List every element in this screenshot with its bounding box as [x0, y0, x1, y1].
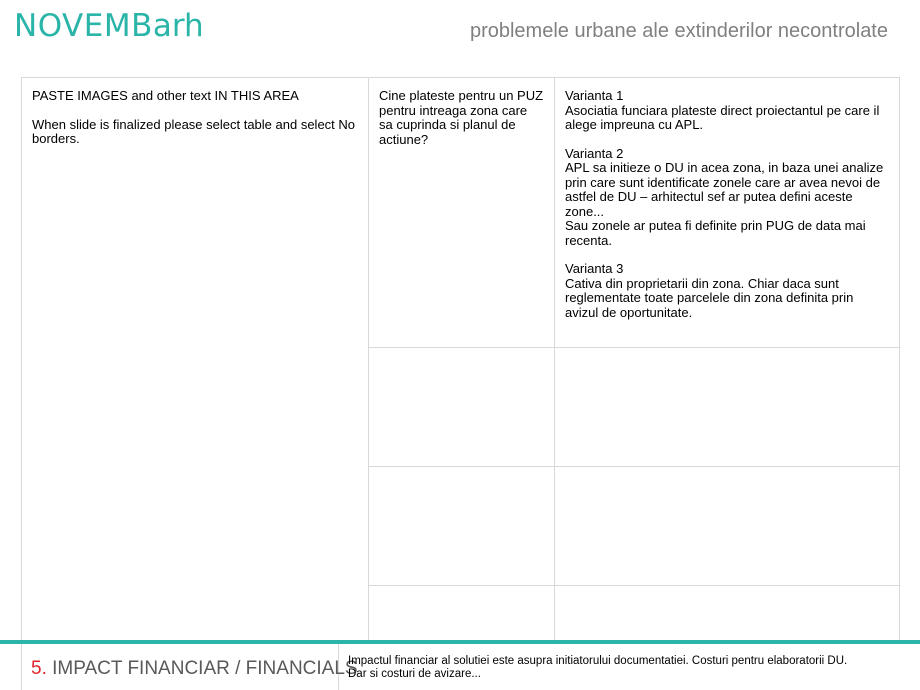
table-cell-empty[interactable] — [369, 586, 555, 642]
variant-3-text: Cativa din proprietarii din zona. Chiar daca sunt reglementate toate parcelele din zona definita prin avizul de oportunitate. — [565, 275, 854, 320]
section-number: 5. — [31, 658, 47, 679]
table-cell-empty[interactable] — [555, 348, 900, 467]
finalize-instruction: When slide is finalized please select table and select No borders. — [32, 116, 356, 146]
question-text: Cine plateste pentru un PUZ pentru intreaga zona care sa cuprinda si planul de actiune? — [379, 88, 544, 147]
content-table — [21, 77, 900, 642]
variant-1-text: Asociatia funciara plateste direct proiectantul pe care il alege impreuna cu APL. — [565, 102, 880, 132]
logo-suffix: arh — [152, 8, 204, 44]
footer-note-line-1: Impactul financiar al solutiei este asupra initiatorului documentatiei. Costuri pentru elaboratorii DU. — [348, 655, 848, 667]
table-cell-empty[interactable] — [369, 467, 555, 586]
logo-main: NOVEMB — [14, 8, 153, 44]
brand-logo — [14, 8, 204, 44]
slide-title: problemele urbane ale extinderilor necontrolate — [469, 20, 888, 42]
variant-1-title: Varianta 1 — [565, 88, 624, 103]
variant-2-text: APL sa initieze o DU in acea zona, in baza unei analize prin care sunt identificate zonele care ar avea nevoi de astfel de DU – arhitectul sef ar putea defini aceste zone... — [565, 160, 884, 219]
variant-2-text-continued: Sau zonele ar putea fi definite prin PUG de data mai recenta. — [565, 218, 866, 248]
answer-cell[interactable] — [555, 78, 900, 348]
table-cell-empty[interactable] — [369, 348, 555, 467]
section-heading — [31, 658, 358, 680]
variant-3-title: Varianta 3 — [565, 261, 624, 276]
footer-note-line-2: Dar si costuri de avizare... — [348, 668, 481, 680]
footer-note — [348, 655, 908, 681]
footer-section-box — [21, 644, 358, 690]
table-cell-empty[interactable] — [555, 586, 900, 642]
paste-instruction: PASTE IMAGES and other text IN THIS AREA — [32, 88, 299, 103]
variant-2-title: Varianta 2 — [565, 145, 624, 161]
section-title: IMPACT FINANCIAR / FINANCIALS — [52, 658, 358, 679]
question-cell[interactable] — [369, 78, 555, 348]
table-cell-empty[interactable] — [555, 467, 900, 586]
image-paste-area[interactable] — [22, 78, 369, 642]
